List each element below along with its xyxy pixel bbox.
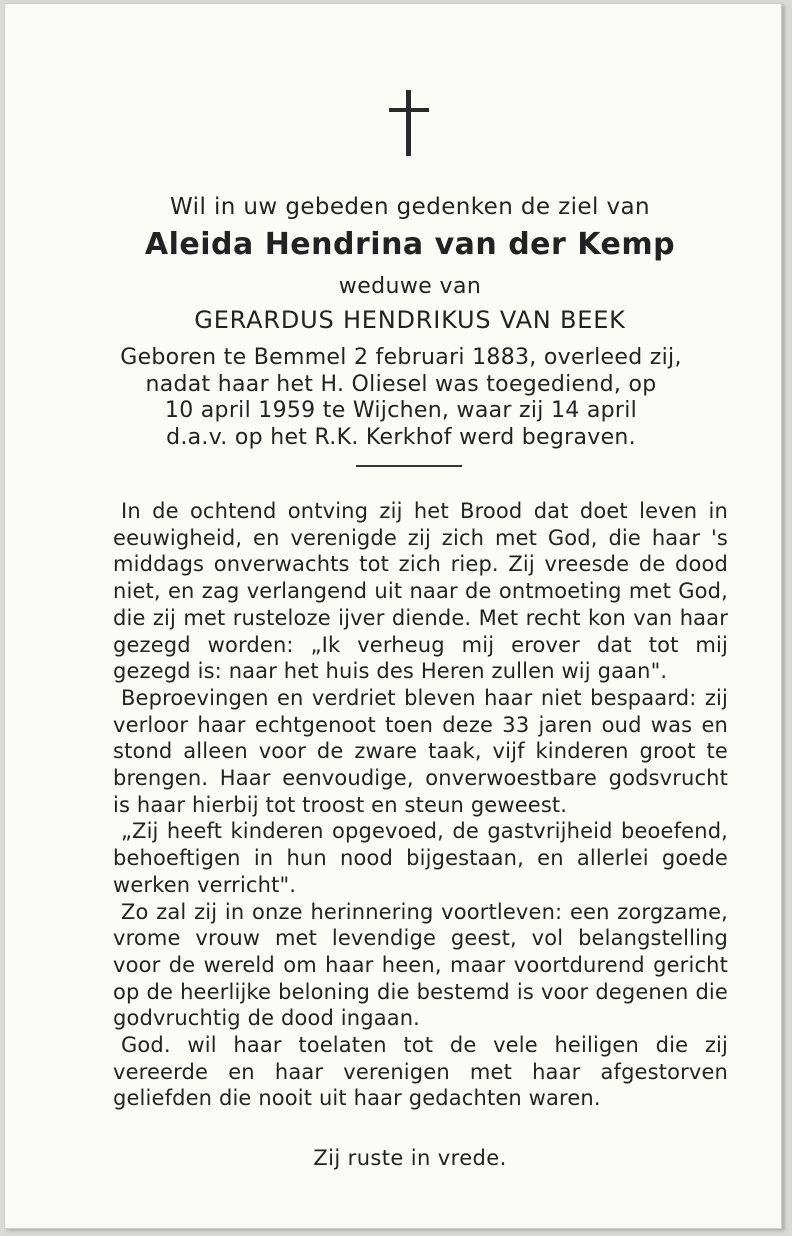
memorial-card	[4, 3, 782, 1229]
closing-text: Zij ruste in vrede.	[313, 1146, 507, 1170]
intro-text: Wil in uw gebeden gedenken de ziel van	[170, 194, 650, 220]
paragraph: God. wil haar toelaten tot de vele heiligen die zij vereerde en haar verenigen met haar afgestorven geliefden die nooit uit haar gedachten waren.	[113, 1033, 728, 1111]
detail-line: 10 april 1959 te Wijchen, waar zij 14 april	[164, 398, 638, 423]
detail-line: Geboren te Bemmel 2 februari 1883, overleed zij,	[120, 345, 682, 370]
paragraph: Beproevingen en verdriet bleven haar niet bespaard: zij verloor haar echtgenoot toen deze 33 jaren oud was en stond alleen voor de zware taak, vijf kinderen groot te brengen. Haar eenvoudige, onverwoestbare godsvrucht is haar hierbij tot troost en steun geweest.	[113, 685, 728, 817]
birth-death-details	[81, 345, 721, 451]
divider-line	[356, 465, 462, 467]
detail-line: nadat haar het H. Oliesel was toegediend, op	[145, 371, 657, 397]
paragraph: Zo zal zij in onze herinnering voortleven: een zorgzame, vrome vrouw met levendige geest, vol belangstelling voor de wereld om haar heen, maar voortdurend gericht op de heerlijke beloning die bestemd is voor degenen die godvruchtig de dood ingaan.	[113, 899, 728, 1031]
deceased-name: Aleida Hendrina van der Kemp	[144, 227, 676, 262]
paragraph: „Zij heeft kinderen opgevoed, de gastvrijheid beoefend, behoeftigen in hun nood bijgestaan, en allerlei goede werken verricht".	[113, 819, 728, 897]
husband-name: GERARDUS HENDRIKUS VAN BEEK	[194, 306, 626, 334]
body-text	[113, 498, 728, 1112]
widow-of-text: weduwe van	[338, 274, 482, 299]
cross-icon	[389, 90, 429, 156]
detail-line: d.a.v. op het R.K. Kerkhof werd begraven.	[166, 424, 636, 450]
paragraph: In de ochtend ontving zij het Brood dat doet leven in eeuwigheid, en verenigde zij zich met God, die haar 's middags onverwachts tot zich riep. Zij vreesde de dood niet, en zag verlangend uit naar de ontmoeting met God, die zij met rusteloze ijver diende. Met recht kon van haar gezegd worden: „Ik verheug mij erover dat tot mij gezegd is: naar het huis des Heren zullen wij gaan".	[113, 499, 728, 684]
